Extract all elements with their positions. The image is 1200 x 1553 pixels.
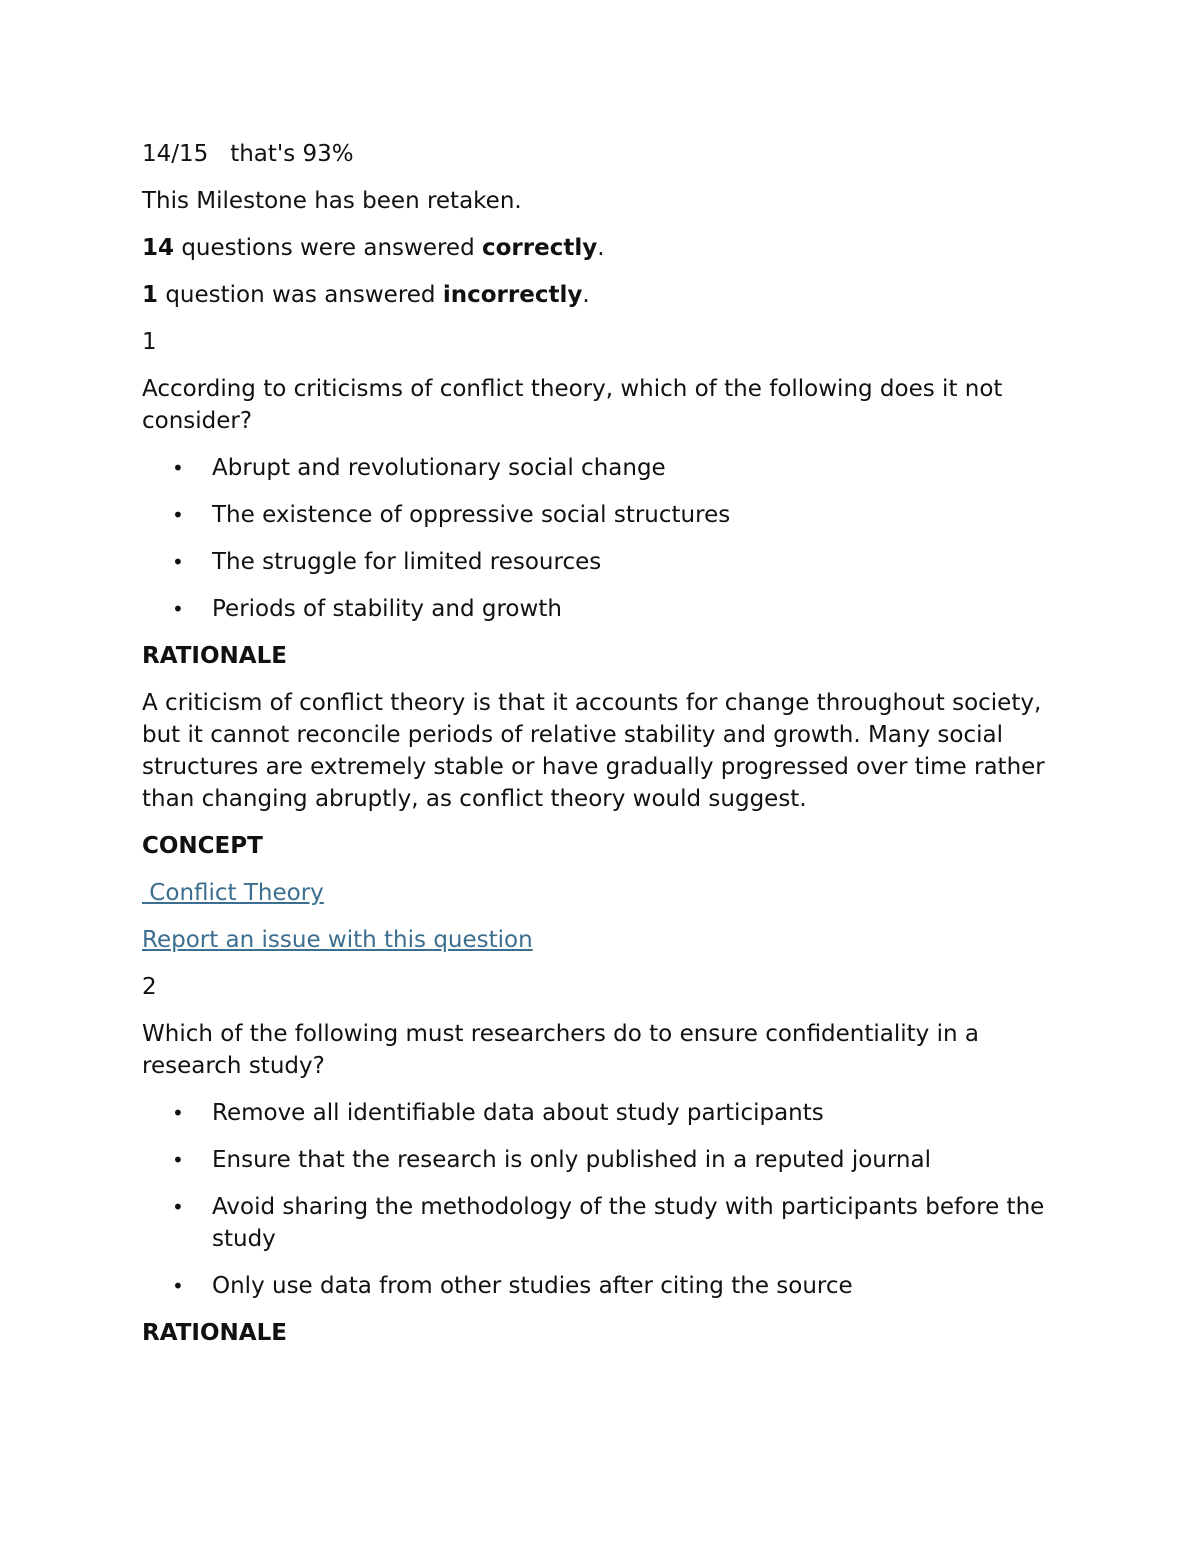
correct-word: correctly [482, 235, 598, 261]
incorrect-count: 1 [142, 282, 159, 308]
question-prompt: According to criticisms of conflict theory, which of the following does it not consider? [142, 376, 1003, 434]
incorrect-summary-end: . [582, 282, 590, 308]
incorrect-word: incorrectly [442, 282, 583, 308]
answer-option: • Abrupt and revolutionary social change [142, 452, 1062, 484]
answer-option: • Ensure that the research is only published in a reputed journal [142, 1144, 1062, 1176]
answer-option: • Periods of stability and growth [142, 593, 1062, 625]
score-line: 14/15 that's 93% [142, 141, 354, 167]
correct-count: 14 [142, 235, 175, 261]
correct-summary-end: . [597, 235, 605, 261]
concept-link-row [142, 877, 1062, 909]
answer-option: • Only use data from other studies after citing the source [142, 1270, 1062, 1302]
question-prompt: Which of the following must researchers do to ensure confidentiality in a research study? [142, 1021, 979, 1079]
answer-option: • The struggle for limited resources [142, 546, 1062, 578]
question-number: 2 [142, 974, 157, 1000]
report-link-row [142, 924, 1062, 956]
concept-link[interactable]: Conflict Theory [142, 880, 324, 906]
answer-option: • Remove all identifiable data about study participants [142, 1097, 1062, 1129]
answer-options [142, 452, 1062, 625]
question-number: 1 [142, 329, 157, 355]
retaken-notice: This Milestone has been retaken. [142, 188, 522, 214]
answer-option: • Avoid sharing the methodology of the study with participants before the study [142, 1191, 1062, 1255]
report-issue-link[interactable]: Report an issue with this question [142, 927, 533, 953]
document-page [142, 138, 1062, 1364]
concept-heading: CONCEPT [142, 833, 263, 859]
rationale-heading: RATIONALE [142, 1320, 287, 1346]
correct-summary [142, 232, 1062, 264]
rationale-text: A criticism of conflict theory is that it accounts for change throughout society, but it cannot reconcile periods of relative stability and growth. Many social structures are extremely stable or have gradually progressed over time rather than changing abruptly, as conflict theory would suggest. [142, 690, 1045, 812]
incorrect-summary-text: question was answered [158, 282, 443, 308]
rationale-heading: RATIONALE [142, 643, 287, 669]
correct-summary-text: questions were answered [174, 235, 482, 261]
answer-options [142, 1097, 1062, 1302]
answer-option: • The existence of oppressive social structures [142, 499, 1062, 531]
incorrect-summary [142, 279, 1062, 311]
